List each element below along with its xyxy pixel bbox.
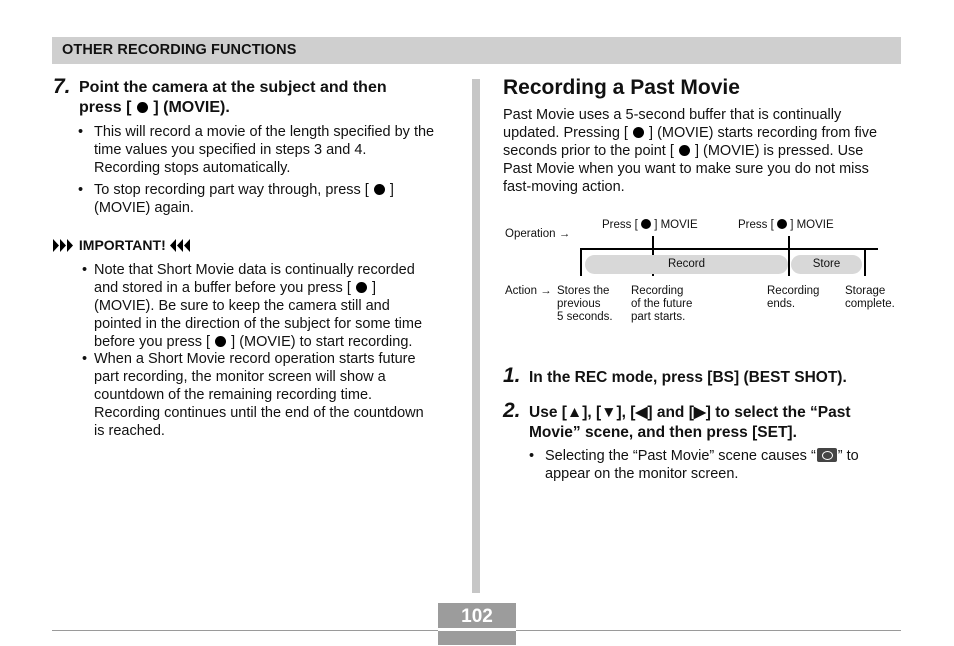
store-bar: Store [791,255,862,274]
timeline-tick [580,248,582,276]
section-title: OTHER RECORDING FUNCTIONS [62,42,297,58]
step-number: 1. [503,364,521,387]
important-label: IMPORTANT! [78,237,166,253]
operation-label: Operation → [505,228,571,240]
action-stores-previous: Stores the previous 5 seconds. [557,285,613,323]
important-arrows-right-icon [170,239,192,252]
intro-paragraph: Past Movie uses a 5-second buffer that is continually updated. Pressing [ ] (MOVIE) starts recording from five seconds prior to the point [ ] (MOVIE) is pressed. Use Past Movie when you want to make sure you do not miss fast-moving action. [503,107,878,195]
movie-button-icon [215,336,226,347]
press-movie-label-1: Press [ ] MOVIE [602,219,698,231]
record-bar: Record [585,255,788,274]
movie-button-icon [777,219,787,229]
movie-button-icon [641,219,651,229]
action-storage-complete: Storage complete. [845,285,895,310]
timeline-tick [864,248,866,276]
column-divider [472,79,480,593]
movie-button-icon [137,102,148,113]
movie-button-icon [679,145,690,156]
page-number-box [438,603,516,645]
timeline-tick [788,236,790,276]
step-1-text: In the REC mode, press [BS] (BEST SHOT). [529,369,847,386]
action-label: Action → [505,285,552,297]
step-7-line2: press [ ] (MOVIE). [79,99,230,116]
step-7-text [79,78,459,118]
page-number: 102 [461,606,493,627]
step-7-line1: Point the camera at the subject and then [79,79,387,96]
movie-button-icon [374,184,385,195]
press-movie-label-2: Press [ ] MOVIE [738,219,834,231]
important-heading [53,237,192,253]
action-recording-future: Recording of the future part starts. [631,285,693,323]
page-title: Recording a Past Movie [503,76,740,99]
step-number: 7. [53,75,71,98]
section-header [52,37,901,64]
past-movie-scene-icon [817,448,837,462]
important-arrows-left-icon [53,239,75,252]
movie-button-icon [356,282,367,293]
movie-button-icon [633,127,644,138]
page-number-gap [438,628,516,631]
step-number: 2. [503,399,521,422]
action-recording-ends: Recording ends. [767,285,820,310]
timeline-axis [581,248,878,250]
step-2-text: Use [▲], [▼], [◀] and [▶] to select the “Past Movie” scene, and then press [SET]. [529,404,851,441]
